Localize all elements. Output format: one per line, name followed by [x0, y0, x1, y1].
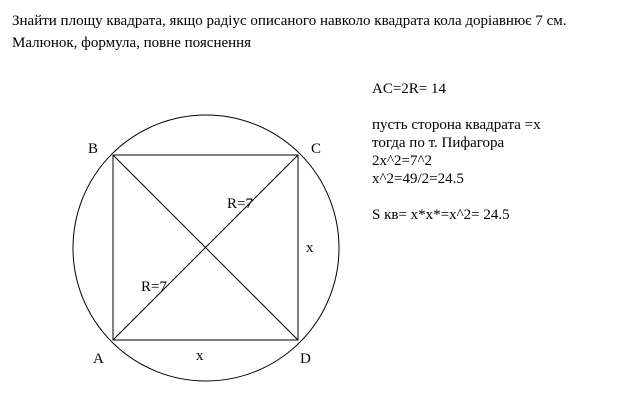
radius-label-lower: R=7 [141, 279, 167, 295]
radius-label-upper: R=7 [227, 196, 253, 212]
vertex-label-b: B [88, 141, 99, 157]
vertex-label-d: D [300, 351, 311, 367]
equation-1: 2x^2=7^2 [372, 153, 433, 169]
problem-line-1: Знайти площу квадрата, якщо радіус описаного навколо квадрата кола доріавнює 7 см. [12, 13, 567, 29]
diagonal-note: AC=2R= 14 [372, 81, 447, 97]
area-formula: S кв= x*x*=x^2= 24.5 [372, 207, 510, 223]
side-label-bottom: x [196, 348, 204, 364]
vertex-label-a: A [93, 351, 104, 367]
side-label-right: x [306, 240, 314, 256]
vertex-label-c: C [311, 141, 322, 157]
pythagoras-note: тогда по т. Пифагора [372, 135, 505, 151]
side-assumption-note: пусть сторона квадрата =x [372, 117, 541, 133]
problem-line-2: Малюнок, формула, повне пояснення [12, 35, 252, 51]
equation-2: x^2=49/2=24.5 [372, 171, 464, 187]
